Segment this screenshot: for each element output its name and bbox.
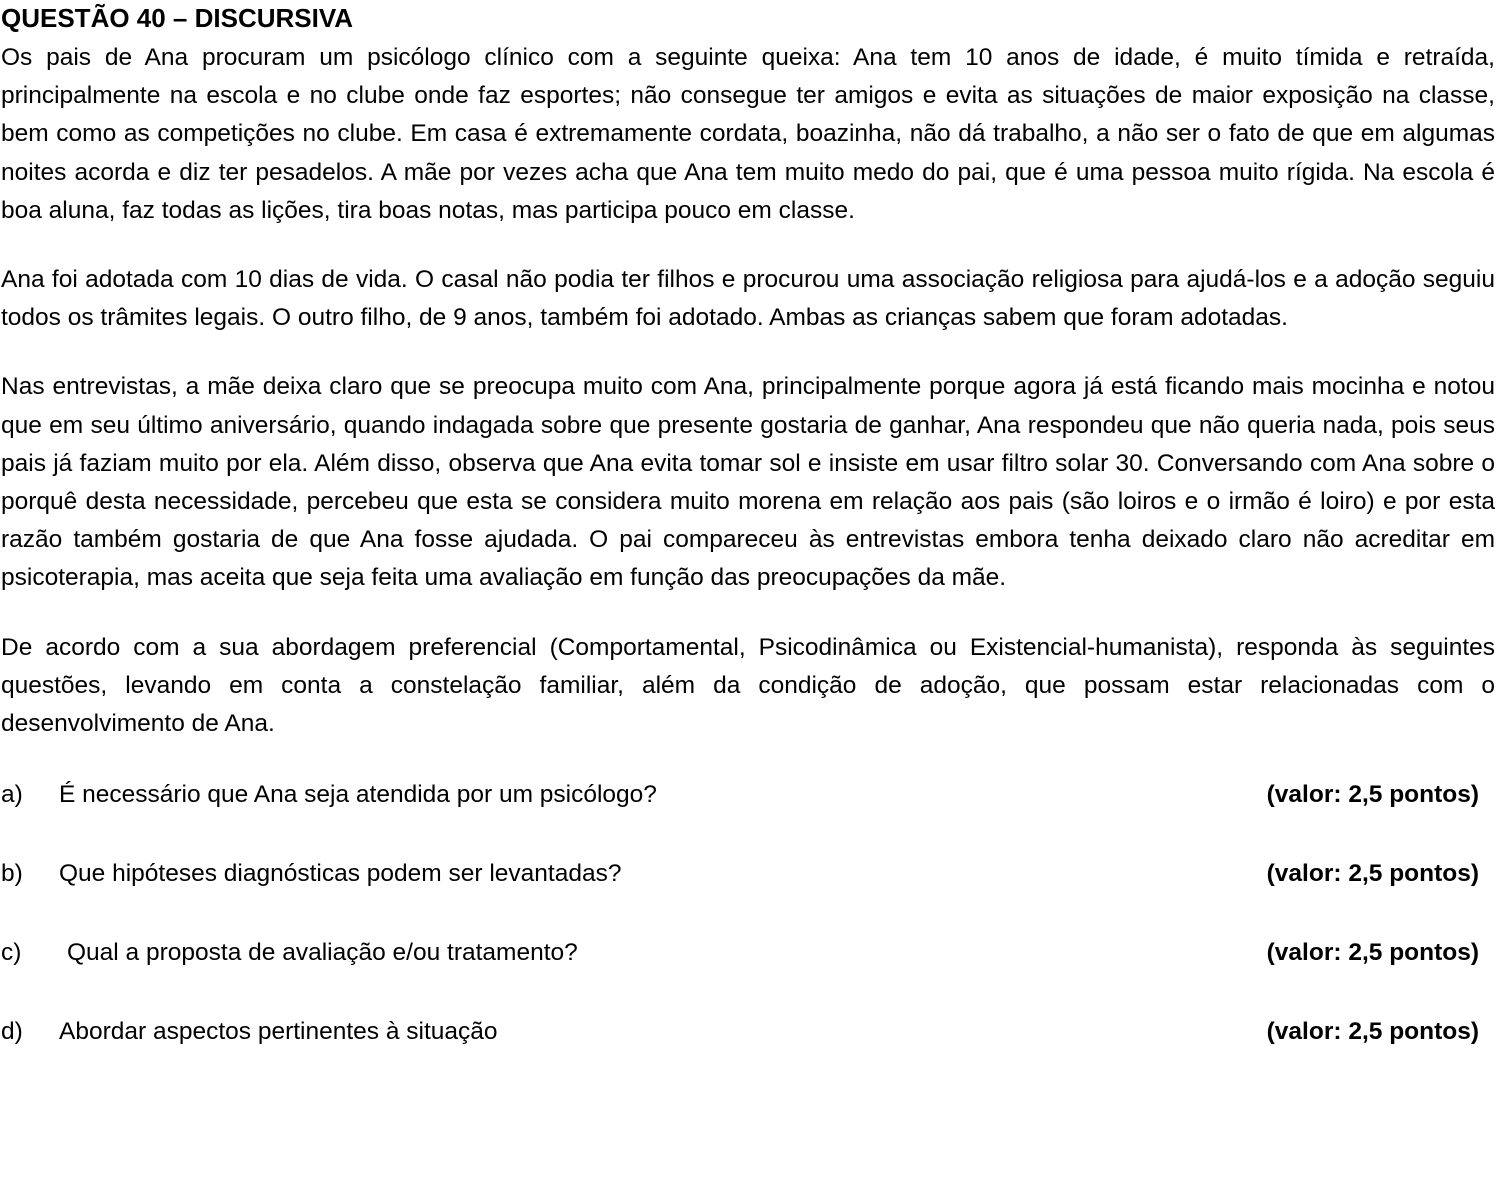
question-text: Qual a proposta de avaliação e/ou tratamento?: [67, 939, 578, 967]
question-item-b: [1, 855, 1495, 934]
case-paragraph-complaint: Os pais de Ana procuram um psicólogo clínico com a seguinte queixa: Ana tem 10 anos de idade, é muito tímida e retraída, principalmente na escola e no clube onde faz esportes; não consegue ter amigos e evita as situações de maior exposição na classe, bem como as competições no clube. Em casa é extremamente cordata, boazinha, não dá trabalho, a não ser o fato de que em algumas noites acorda e diz ter pesadelos. A mãe por vezes acha que Ana tem muito medo do pai, que é uma pessoa muito rígida. Na escola é boa aluna, faz todas as lições, tira boas notas, mas participa pouco em classe.: [1, 44, 1495, 224]
case-paragraph-adoption: Ana foi adotada com 10 dias de vida. O casal não podia ter filhos e procurou uma associação religiosa para ajudá-los e a adoção seguiu todos os trâmites legais. O outro filho, de 9 anos, também foi adotado. Ambas as crianças sabem que foram adotadas.: [1, 266, 1495, 332]
question-value: (valor: 2,5 pontos): [1266, 1018, 1479, 1046]
question-letter: c): [1, 939, 22, 967]
question-text: É necessário que Ana seja atendida por um psicólogo?: [59, 781, 657, 809]
question-letter: d): [1, 1018, 23, 1046]
question-letter: a): [1, 781, 23, 809]
question-value: (valor: 2,5 pontos): [1266, 939, 1479, 967]
question-title: QUESTÃO 40 – DISCURSIVA: [1, 3, 354, 33]
question-letter: b): [1, 860, 23, 888]
question-text: Que hipóteses diagnósticas podem ser levantadas?: [59, 860, 622, 888]
question-value: (valor: 2,5 pontos): [1266, 860, 1479, 888]
case-paragraph-interviews: Nas entrevistas, a mãe deixa claro que se preocupa muito com Ana, principalmente porque agora já está ficando mais mocinha e notou que em seu último aniversário, quando indagada sobre que presente gostaria de ganhar, Ana respondeu que não queria nada, pois seus pais já faziam muito por ela. Além disso, observa que Ana evita tomar sol e insiste em usar filtro solar 30. Conversando com Ana sobre o porquê desta necessidade, percebeu que esta se considera muito morena em relação aos pais (são loiros e o irmão é loiro) e por esta razão também gostaria de que Ana fosse ajudada. O pai compareceu às entrevistas embora tenha deixado claro não acreditar em psicoterapia, mas aceita que seja feita uma avaliação em função das preocupações da mãe.: [1, 373, 1495, 592]
question-value: (valor: 2,5 pontos): [1266, 781, 1479, 809]
question-item-c: [1, 934, 1495, 1013]
question-item-d: [1, 1013, 1495, 1092]
question-item-a: [1, 776, 1495, 855]
question-list: [1, 776, 1495, 1092]
instructions-paragraph: De acordo com a sua abordagem preferencial (Comportamental, Psicodinâmica ou Existencial-humanista), responda às seguintes questões, levando em conta a constelação familiar, além da condição de adoção, que possam estar relacionadas com o desenvolvimento de Ana.: [1, 633, 1495, 738]
question-text: Abordar aspectos pertinentes à situação: [59, 1018, 498, 1046]
